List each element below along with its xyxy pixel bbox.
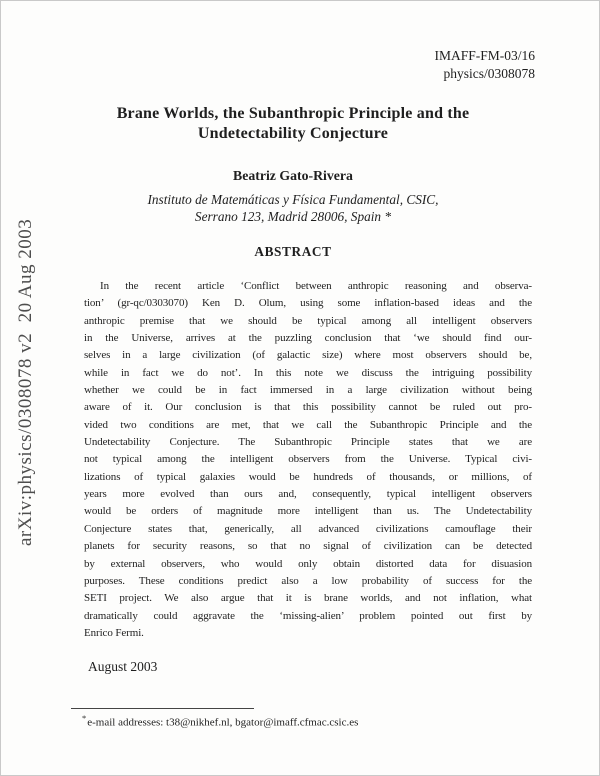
abstract-line: in the Universe, arrives at the puzzling conclusion that ‘we should find our- (84, 332, 532, 345)
abstract-line: Enrico Fermi. (84, 626, 144, 639)
abstract-text (84, 278, 532, 642)
abstract-heading: ABSTRACT (254, 244, 332, 259)
affiliation-line: Serrano 123, Madrid 28006, Spain * (194, 208, 392, 224)
footnote-marker: * (82, 713, 87, 723)
abstract-line: Conjecture states that, generically, all advanced civilizations camouflage their (84, 522, 532, 535)
footnote-text: e-mail addresses: t38@nikhef.nl, bgator@imaff.cfmac.csic.es (87, 716, 359, 729)
report-id-line: physics/0308078 (443, 66, 535, 81)
date-line: August 2003 (88, 659, 158, 674)
arxiv-sidebar-stamp: arXiv:physics/0308078 v2 20 Aug 2003 (15, 218, 36, 546)
abstract-line: purposes. These conditions predict also a low probability of success for the (84, 574, 532, 587)
footnote-rule (71, 708, 254, 709)
abstract-line: aware of it. Our conclusion is that this possibility cannot be ruled out pro- (84, 401, 532, 414)
abstract-line: years more evolved than ours and, consequently, typical intelligent observers (84, 488, 532, 501)
abstract-line: In the recent article ‘Conflict between anthropic reasoning and observa- (100, 280, 532, 292)
abstract-line: while in fact we do not’. In this note we discuss the intriguing possibility (84, 366, 532, 379)
report-identifiers (434, 47, 535, 83)
abstract-line: tion’ (gr-qc/0303070) Ken D. Olum, using some inflation-based ideas and the (84, 297, 532, 310)
report-id-line: IMAFF-FM-03/16 (434, 48, 535, 63)
footnote (72, 713, 559, 729)
affiliation-line: Instituto de Matemáticas y Física Fundamental, CSIC, (147, 192, 439, 207)
paper-title-line: Undetectability Conjecture (197, 124, 389, 142)
abstract-line: anthropic premise that we should be typical among all intelligent observers (84, 314, 532, 327)
abstract-line: would be orders of magnitude more intelligent than us. The Undetectability (84, 505, 532, 518)
abstract-line: whether we could be in fact immersed in a large civilization without being (84, 384, 532, 397)
abstract-line: not typical among the intelligent observers from the Universe. Typical civi- (84, 453, 532, 466)
abstract-line: Undetectability Conjecture. The Subanthropic Principle states that we are (84, 436, 532, 449)
abstract-line: planets for security reasons, so that no signal of civilization can be detected (84, 540, 532, 553)
abstract-line: dramatically could aggravate the ‘missing-alien’ problem pointed out first by (84, 609, 532, 622)
abstract-line: lizations of typical galaxies would be hundreds of thousands, or millions, of (84, 470, 532, 483)
abstract-line: vided two conditions are met, that we call the Subanthropic Principle and the (84, 418, 532, 431)
abstract-line: by external observers, who would only obtain distorted data for disuasion (84, 557, 532, 570)
author-affiliation (1, 192, 585, 225)
author-name: Beatriz Gato-Rivera (233, 168, 353, 183)
paper-title (1, 104, 585, 143)
paper-title-line: Brane Worlds, the Subanthropic Principle and the (116, 105, 470, 122)
abstract-line: selves in a large civilization (of galactic size) where most observers should be, (84, 349, 532, 362)
abstract-line: SETI project. We also argue that it is brane worlds, and not inflation, what (84, 592, 532, 605)
